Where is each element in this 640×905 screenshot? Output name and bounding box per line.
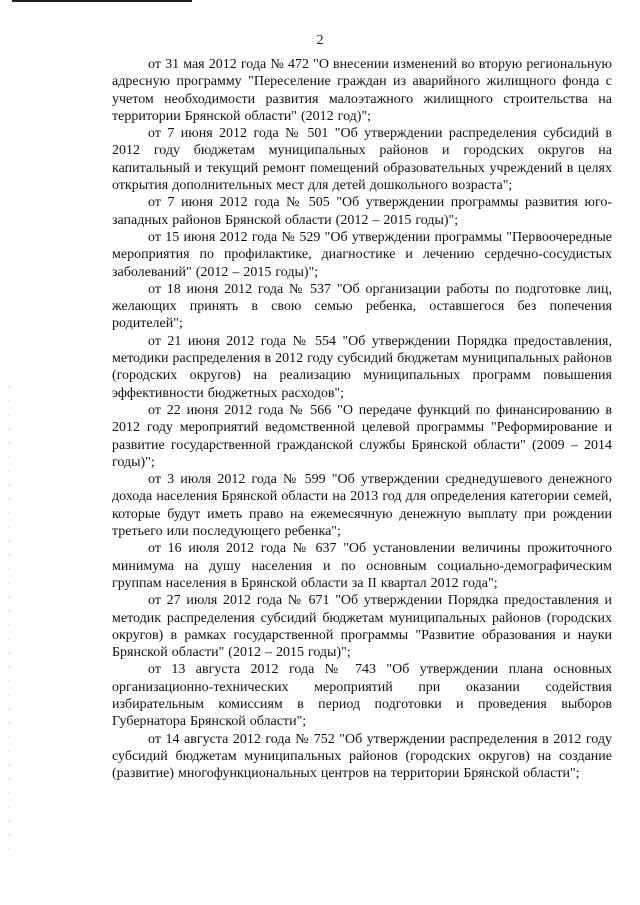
paragraph-decree-637: от 16 июля 2012 года № 637 "Об установлении величины прожиточного минимума на душу населения и по основным социально-демографическим группам населения в Брянской области за II квартал 2012 года"; [112,541,612,591]
paragraph-decree-537: от 18 июня 2012 года № 537 "Об организации работы по подготовке лиц, желающих принять в свою семью ребенка, оставшегося без попечения родителей"; [112,281,612,332]
paragraph-decree-752: от 14 августа 2012 года № 752 "Об утверждении распределения в 2012 году субсидий бюджетам муниципальных районов (городских округов) на создание (развитие) многофункциональных центров на территории Брянской области"; [112,731,612,782]
body-text [112,56,612,782]
paragraph-decree-566: от 22 июня 2012 года № 566 "О передаче функций по финансированию в 2012 году мероприятий ведомственной целевой программы "Реформирование и развитие государственной гражданской службы Брянской области" (2009 – 2014 годы)"; [112,402,612,470]
scan-margin-dots [8,380,11,860]
paragraph-decree-599: от 3 июля 2012 года № 599 "Об утверждении среднедушевого денежного дохода населения Брянской области на 2013 год для определения категории семей, которые будут иметь право на ежемесячную денежную выплату при рождении третьего или последующего ребенка"; [112,472,612,540]
paragraph-decree-671: от 27 июля 2012 года № 671 "Об утверждении Порядка предоставления и методик распределения субсидий бюджетам муниципальных районов (городских округов) в рамках государственной программы "Развитие образования и науки Брянской области" (2012 – 2015 годы)"; [112,593,612,661]
page-number: 2 [316,33,324,48]
paragraph-decree-501: от 7 июня 2012 года № 501 "Об утверждении распределения субсидий в 2012 году бюджетам муниципальных районов и городских округов на капитальный и текущий ремонт помещений образовательных учреждений в целях открытия дополнительных мест для детей дошкольного возраста"; [112,126,612,194]
paragraph-decree-472: от 31 мая 2012 года № 472 "О внесении изменений во вторую региональную адресную программу "Переселение граждан из аварийного жилищного фонда с учетом необходимости развития малоэтажного жилищного строительства на территории Брянской области" (2012 год)"; [112,57,612,124]
paragraph-decree-743: от 13 августа 2012 года № 743 "Об утверждении плана основных организационно-технических мероприятий при оказании содействия избирательным комиссиям в период подготовки и проведения выборов Губернатора Брянской области"; [112,662,612,730]
paragraph-decree-505: от 7 июня 2012 года № 505 "Об утверждении программы развития юго-западных районов Брянской области (2012 – 2015 годы)"; [112,195,612,228]
paragraph-decree-529: от 15 июня 2012 года № 529 "Об утверждении программы "Первоочередные мероприятия по профилактике, диагностике и лечению сердечно-сосудистых заболеваний" (2012 – 2015 годы)"; [112,229,612,280]
paragraph-decree-554: от 21 июня 2012 года № 554 "Об утверждении Порядка предоставления, методики распределения в 2012 году субсидий бюджетам муниципальных районов (городских округов) на реализацию муниципальных программ повышения эффективности бюджетных расходов"; [112,333,612,401]
top-rule [12,0,192,2]
